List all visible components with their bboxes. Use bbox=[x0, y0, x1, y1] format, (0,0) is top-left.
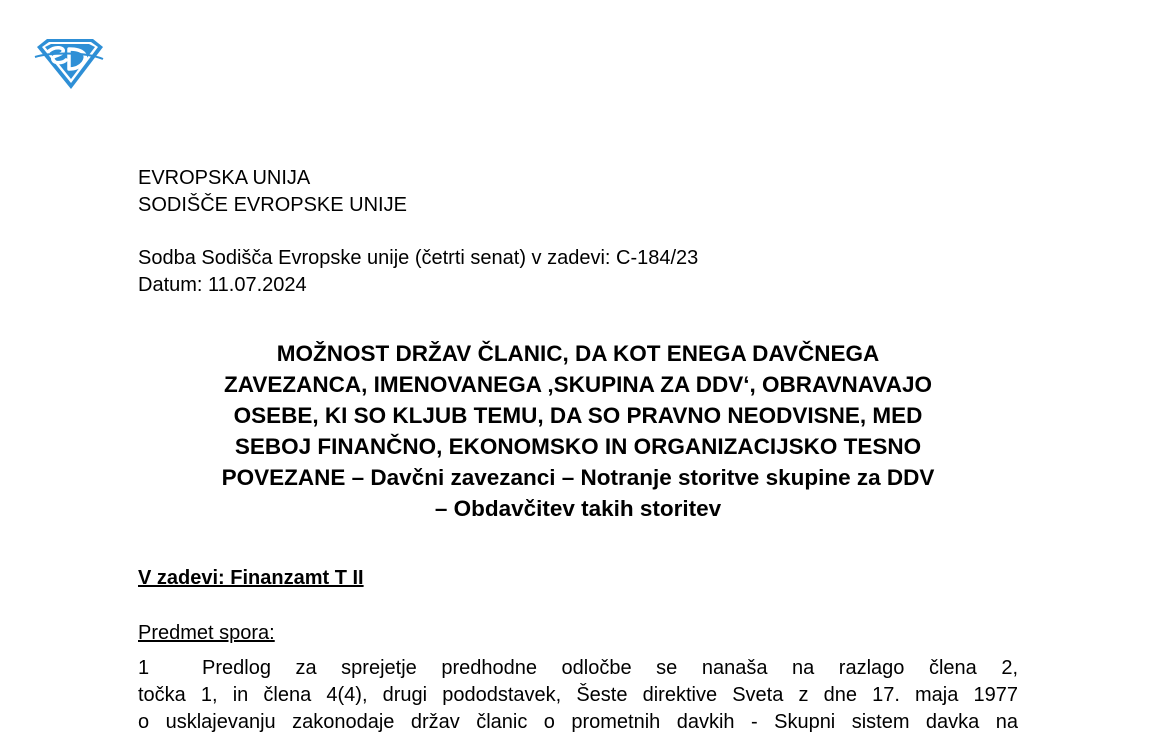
title-line: OSEBE, KI SO KLJUB TEMU, DA SO PRAVNO NEODVISNE, MED bbox=[233, 403, 923, 428]
case-matter: V zadevi: Finanzamt T II bbox=[138, 567, 364, 589]
title-line: MOŽNOST DRŽAV ČLANIC, DA KOT ENEGA DAVČNEGA bbox=[276, 341, 880, 366]
title-line: – Obdavčitev takih storitev bbox=[434, 496, 722, 521]
title-line: POVEZANE – Davčni zavezanci – Notranje storitve skupine za DDV bbox=[221, 465, 935, 490]
judgment-date: Datum: 11.07.2024 bbox=[138, 274, 307, 296]
sd-diamond-logo-icon bbox=[33, 37, 105, 91]
paragraph-line: o usklajevanju zakonodaje držav članic o prometnih davkih - Skupni sistem davka na bbox=[138, 711, 1018, 733]
paragraph-1 bbox=[138, 655, 1018, 736]
paragraph-number: 1 bbox=[138, 657, 150, 679]
paragraph-line bbox=[138, 655, 1018, 682]
title-line: SEBOJ FINANČNO, EKONOMSKO IN ORGANIZACIJSKO TESNO bbox=[234, 434, 922, 459]
title-line: ZAVEZANCA, IMENOVANEGA ‚SKUPINA ZA DDV‘, OBRAVNAVAJO bbox=[224, 372, 932, 397]
subject-heading: Predmet spora: bbox=[138, 622, 275, 644]
document-title bbox=[138, 338, 1018, 524]
paragraph-text: Predlog za sprejetje predhodne odločbe se nanaša na razlago člena 2, bbox=[202, 657, 1018, 679]
org-name-court: SODIŠČE EVROPSKE UNIJE bbox=[138, 194, 407, 216]
judgment-reference: Sodba Sodišča Evropske unije (četrti senat) v zadevi: C-184/23 bbox=[138, 247, 699, 269]
org-name-eu: EVROPSKA UNIJA bbox=[138, 167, 311, 189]
paragraph-line: točka 1, in člena 4(4), drugi pododstavek, Šeste direktive Sveta z dne 17. maja 1977 bbox=[138, 684, 1018, 706]
